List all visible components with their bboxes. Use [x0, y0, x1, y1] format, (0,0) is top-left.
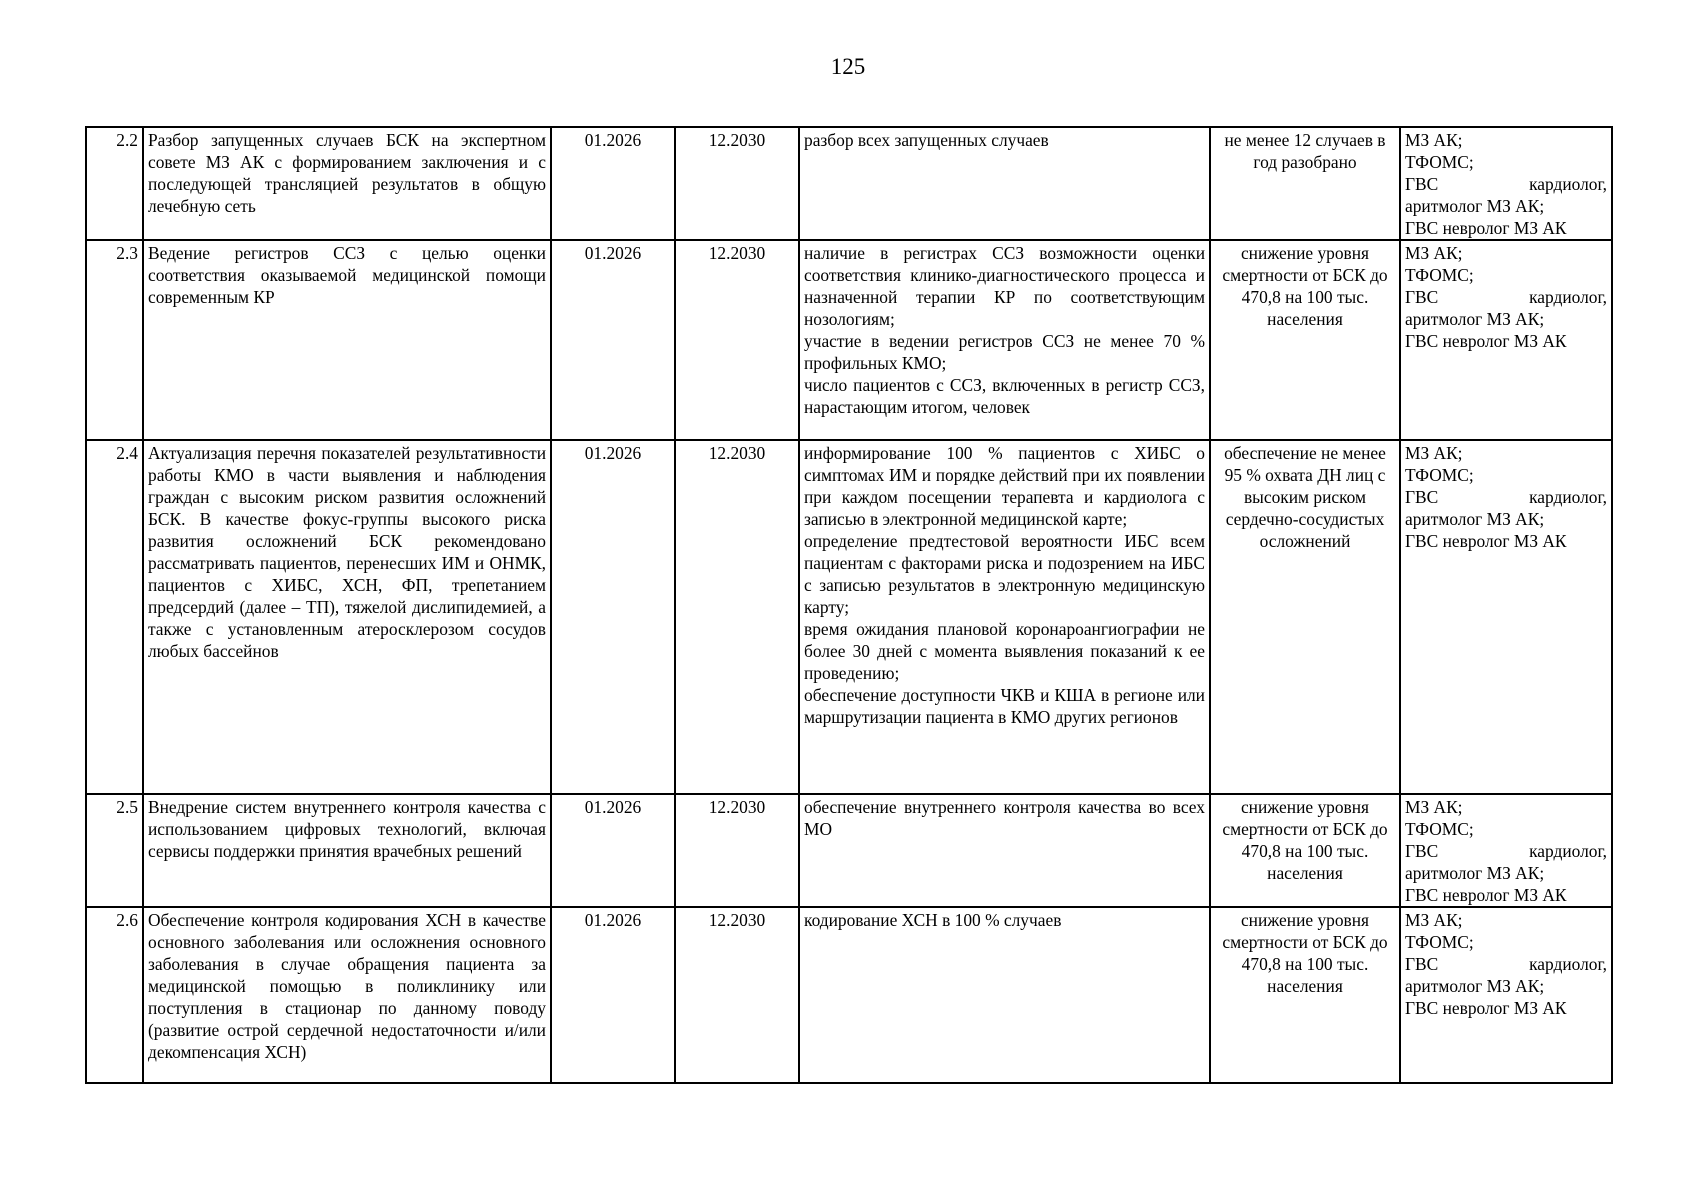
result-item: информирование 100 % пациентов с ХИБС о симптомах ИМ и порядке действий при их появлении при каждом посещении терапевта и кардиолога с записью в электронной медицинской карте;: [804, 443, 1205, 529]
row-number: 2.4: [86, 440, 143, 794]
start-date: 01.2026: [551, 440, 675, 794]
responsible-item: ГВС кардиолог,: [1405, 487, 1607, 507]
target-indicator: снижение уровня смертности от БСК до 470,8 на 100 тыс. населения: [1210, 794, 1400, 907]
responsible-item: ГВС кардиолог,: [1405, 841, 1607, 861]
table-row: [86, 440, 1612, 794]
result-item: обеспечение доступности ЧКВ и КША в регионе или маршрутизации пациента в КМО других регионов: [804, 685, 1205, 727]
result-item: определение предтестовой вероятности ИБС всем пациентам с факторами риска и подозрением на ИБС с записью результатов в электронную медицинскую карту;: [804, 531, 1205, 617]
responsible-item: аритмолог МЗ АК;: [1405, 196, 1545, 216]
result-item: разбор всех запущенных случаев: [804, 130, 1049, 150]
responsible-parties: [1400, 240, 1612, 440]
responsible-item: ТФОМС;: [1405, 932, 1474, 952]
result-item: участие в ведении регистров ССЗ не менее 70 % профильных КМО;: [804, 331, 1205, 373]
table-row: [86, 794, 1612, 907]
end-date: 12.2030: [675, 794, 799, 907]
responsible-item: МЗ АК;: [1405, 443, 1463, 463]
end-date: 12.2030: [675, 127, 799, 240]
table-row: [86, 127, 1612, 240]
measure-name: Разбор запущенных случаев БСК на экспертном совете МЗ АК с формированием заключения и с последующей трансляцией результатов в общую лечебную сеть: [143, 127, 551, 240]
responsible-item: ТФОМС;: [1405, 152, 1474, 172]
responsible-parties: [1400, 440, 1612, 794]
responsible-parties: [1400, 907, 1612, 1083]
end-date: 12.2030: [675, 907, 799, 1083]
measure-name: Ведение регистров ССЗ с целью оценки соответствия оказываемой медицинской помощи современным КР: [143, 240, 551, 440]
row-number: 2.6: [86, 907, 143, 1083]
responsible-item: ГВС кардиолог,: [1405, 287, 1607, 307]
page-number: 125: [830, 54, 866, 79]
result-item: обеспечение внутреннего контроля качества во всех МО: [804, 797, 1205, 839]
start-date: 01.2026: [551, 794, 675, 907]
row-number: 2.5: [86, 794, 143, 907]
measures-table: [85, 126, 1613, 1084]
result-item: время ожидания плановой коронароангиографии не более 30 дней с момента выявления показаний к ее проведению;: [804, 619, 1205, 683]
responsible-item: ТФОМС;: [1405, 819, 1474, 839]
responsible-item: аритмолог МЗ АК;: [1405, 309, 1545, 329]
measure-name: Актуализация перечня показателей результативности работы КМО в части выявления и наблюдения граждан с высоким риском развития осложнений БСК. В качестве фокус-группы высокого риска развития осложнений БСК рекомендовано рассматривать пациентов, перенесших ИМ и ОНМК, пациентов с ХИБС, ХСН, ФП, трепетанием предсердий (далее – ТП), тяжелой дислипидемией, а также с установленным атеросклерозом сосудов любых бассейнов: [143, 440, 551, 794]
table-row: [86, 240, 1612, 440]
end-date: 12.2030: [675, 440, 799, 794]
responsible-item: МЗ АК;: [1405, 797, 1463, 817]
end-date: 12.2030: [675, 240, 799, 440]
responsible-item: ГВС невролог МЗ АК: [1405, 531, 1567, 551]
responsible-item: МЗ АК;: [1405, 130, 1463, 150]
responsible-item: МЗ АК;: [1405, 243, 1463, 263]
measure-name: Внедрение систем внутреннего контроля качества с использованием цифровых технологий, включая сервисы поддержки принятия врачебных решений: [143, 794, 551, 907]
responsible-item: ГВС кардиолог,: [1405, 174, 1607, 194]
table-row: [86, 907, 1612, 1083]
responsible-parties: [1400, 794, 1612, 907]
row-number: 2.3: [86, 240, 143, 440]
result-item: наличие в регистрах ССЗ возможности оценки соответствия клинико-диагностического процесса и назначенной терапии КР по соответствующим нозологиям;: [804, 243, 1205, 329]
responsible-item: аритмолог МЗ АК;: [1405, 509, 1545, 529]
expected-result: [799, 794, 1210, 907]
responsible-parties: [1400, 127, 1612, 240]
responsible-item: аритмолог МЗ АК;: [1405, 863, 1545, 883]
responsible-item: ГВС невролог МЗ АК: [1405, 331, 1567, 351]
target-indicator: снижение уровня смертности от БСК до 470,8 на 100 тыс. населения: [1210, 907, 1400, 1083]
responsible-item: ГВС невролог МЗ АК: [1405, 218, 1567, 238]
result-item: кодирование ХСН в 100 % случаев: [804, 910, 1062, 930]
responsible-item: МЗ АК;: [1405, 910, 1463, 930]
target-indicator: снижение уровня смертности от БСК до 470,8 на 100 тыс. населения: [1210, 240, 1400, 440]
responsible-item: ГВС кардиолог,: [1405, 954, 1607, 974]
responsible-item: ТФОМС;: [1405, 265, 1474, 285]
expected-result: [799, 907, 1210, 1083]
start-date: 01.2026: [551, 907, 675, 1083]
result-item: число пациентов с ССЗ, включенных в регистр ССЗ, нарастающим итогом, человек: [804, 375, 1205, 417]
responsible-item: ТФОМС;: [1405, 465, 1474, 485]
expected-result: [799, 127, 1210, 240]
row-number: 2.2: [86, 127, 143, 240]
start-date: 01.2026: [551, 127, 675, 240]
expected-result: [799, 440, 1210, 794]
measure-name: Обеспечение контроля кодирования ХСН в качестве основного заболевания или осложнения основного заболевания в случае обращения пациента за медицинской помощью в поликлинику или поступления в стационар по данному поводу (развитие острой сердечной недостаточности и/или декомпенсация ХСН): [143, 907, 551, 1083]
responsible-item: ГВС невролог МЗ АК: [1405, 998, 1567, 1018]
target-indicator: не менее 12 случаев в год разобрано: [1210, 127, 1400, 240]
responsible-item: аритмолог МЗ АК;: [1405, 976, 1545, 996]
start-date: 01.2026: [551, 240, 675, 440]
target-indicator: обеспечение не менее 95 % охвата ДН лиц с высоким риском сердечно-сосудистых осложнений: [1210, 440, 1400, 794]
expected-result: [799, 240, 1210, 440]
responsible-item: ГВС невролог МЗ АК: [1405, 885, 1567, 905]
